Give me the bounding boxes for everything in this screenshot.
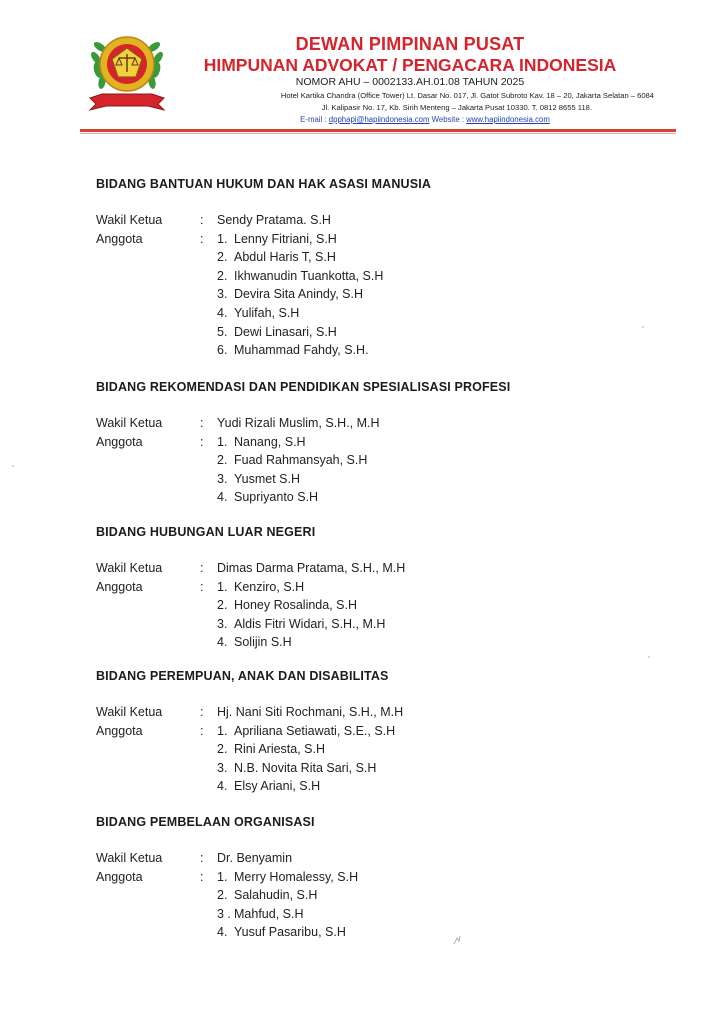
member-row <box>96 923 656 942</box>
member-row <box>96 722 656 741</box>
member-row <box>96 886 656 905</box>
member-row <box>96 230 656 249</box>
vice-chair-row <box>96 559 656 578</box>
members-label: Anggota <box>96 723 143 738</box>
contact-line <box>190 115 660 124</box>
member-name: Fuad Rahmansyah, S.H <box>234 453 368 468</box>
section-title: BIDANG HUBUNGAN LUAR NEGERI <box>96 525 316 539</box>
colon: : <box>200 851 204 865</box>
member-name: Merry Homalessy, S.H <box>234 869 359 884</box>
vice-chair-name: Dimas Darma Pratama, S.H., M.H <box>217 561 406 575</box>
section-title: BIDANG PEREMPUAN, ANAK DAN DISABILITAS <box>96 669 389 683</box>
website-label: Website : <box>431 115 464 124</box>
org-title-line2: HIMPUNAN ADVOKAT / PENGACARA INDONESIA <box>203 55 617 75</box>
member-name: Yusmet S.H <box>234 471 300 486</box>
member-number: 4. <box>217 305 228 320</box>
members-label: Anggota <box>96 579 143 594</box>
member-number: 1. <box>217 579 228 594</box>
vice-chair-row <box>96 849 656 868</box>
colon: : <box>200 869 204 884</box>
address-line2: Jl. Kalipasir No. 17, Kb. Sirih Menteng – Jakarta Pusat 10330. T. 0812 8655 118. <box>321 103 592 112</box>
vice-chair-label: Wakil Ketua <box>96 705 163 719</box>
member-name: Devira Sita Anindy, S.H <box>234 287 363 302</box>
member-name: Mahfud, S.H <box>234 906 304 921</box>
member-row <box>96 433 656 452</box>
member-name: Solijin S.H <box>234 635 292 650</box>
vice-chair-row <box>96 211 656 230</box>
member-name: Nanang, S.H <box>234 434 306 449</box>
scan-speck <box>12 465 14 467</box>
member-name: Elsy Ariani, S.H <box>234 779 321 794</box>
website-link[interactable]: www.hapiindonesia.com <box>466 115 550 124</box>
vice-chair-row <box>96 703 656 722</box>
member-name: Lenny Fitriani, S.H <box>234 231 337 246</box>
member-number: 3. <box>217 471 228 486</box>
colon: : <box>200 723 204 738</box>
member-number: 6. <box>217 343 228 358</box>
member-number: 2. <box>217 742 228 757</box>
member-number: 4. <box>217 779 228 794</box>
members-label: Anggota <box>96 869 143 884</box>
header-divider <box>80 129 676 132</box>
member-row <box>96 759 656 778</box>
colon: : <box>200 231 204 246</box>
scan-speck <box>642 326 644 328</box>
header-divider-thin <box>80 133 676 134</box>
member-number: 4. <box>217 925 228 940</box>
vice-chair-label: Wakil Ketua <box>96 851 163 865</box>
member-number: 1. <box>217 869 228 884</box>
member-name: Honey Rosalinda, S.H <box>234 598 357 613</box>
colon: : <box>200 579 204 594</box>
member-name: Rini Ariesta, S.H <box>234 742 326 757</box>
member-number: 1. <box>217 434 228 449</box>
member-number: 2. <box>217 888 228 903</box>
member-name: Dewi Linasari, S.H <box>234 324 337 339</box>
member-row <box>96 248 656 267</box>
vice-chair-name: Yudi Rizali Muslim, S.H., M.H <box>217 416 380 430</box>
vice-chair-name: Dr. Benyamin <box>217 851 293 865</box>
member-row <box>96 905 656 924</box>
member-row <box>96 578 656 597</box>
vice-chair-row <box>96 414 656 433</box>
members-label: Anggota <box>96 434 143 449</box>
member-row <box>96 633 656 652</box>
section-hubungan-luar-negeri <box>96 523 656 652</box>
member-name: Yusuf Pasaribu, S.H <box>234 925 346 940</box>
section-bantuan-hukum <box>96 175 656 360</box>
member-row <box>96 615 656 634</box>
member-number: 3 . <box>217 906 231 921</box>
member-name: Yulifah, S.H <box>234 305 300 320</box>
address-line1: Hotel Kartika Chandra (Office Tower) Lt. Dasar No. 017, Jl. Gatot Subroto Kav. 18 – 20, Jakarta Selatan – 6084 <box>280 91 654 100</box>
member-name: N.B. Novita Rita Sari, S.H <box>234 760 377 775</box>
member-row <box>96 267 656 286</box>
member-number: 3. <box>217 287 228 302</box>
member-row <box>96 740 656 759</box>
vice-chair-name: Hj. Nani Siti Rochmani, S.H., M.H <box>217 705 404 719</box>
vice-chair-label: Wakil Ketua <box>96 561 163 575</box>
member-row <box>96 304 656 323</box>
member-row <box>96 323 656 342</box>
registration-number: NOMOR AHU – 0002133.AH.01.08 TAHUN 2025 <box>295 76 525 88</box>
member-name: Supriyanto S.H <box>234 490 319 505</box>
email-label: E-mail : <box>300 115 327 124</box>
org-title-line1: DEWAN PIMPINAN PUSAT <box>295 34 525 54</box>
member-row <box>96 470 656 489</box>
hapi-emblem-icon <box>82 24 172 118</box>
colon: : <box>200 213 204 227</box>
member-number: 3. <box>217 760 228 775</box>
section-rekomendasi-pendidikan <box>96 378 656 507</box>
section-title: BIDANG BANTUAN HUKUM DAN HAK ASASI MANUSIA <box>96 177 431 191</box>
member-name: Aldis Fitri Widari, S.H., M.H <box>234 616 386 631</box>
scan-speck <box>648 656 650 658</box>
section-title: BIDANG REKOMENDASI DAN PENDIDIKAN SPESIALISASI PROFESI <box>96 380 511 394</box>
member-name: Apriliana Setiawati, S.E., S.H <box>234 723 396 738</box>
member-number: 4. <box>217 490 228 505</box>
colon: : <box>200 705 204 719</box>
member-number: 1. <box>217 231 228 246</box>
member-number: 3. <box>217 616 228 631</box>
member-row <box>96 451 656 470</box>
member-number: 2. <box>217 453 228 468</box>
colon: : <box>200 416 204 430</box>
member-number: 2. <box>217 268 228 283</box>
member-name: Abdul Haris T, S.H <box>234 250 336 265</box>
member-row <box>96 868 656 887</box>
vice-chair-label: Wakil Ketua <box>96 213 163 227</box>
member-row <box>96 488 656 507</box>
member-row <box>96 285 656 304</box>
member-number: 2. <box>217 250 228 265</box>
member-number: 1. <box>217 723 228 738</box>
member-name: Ikhwanudin Tuankotta, S.H <box>234 268 384 283</box>
colon: : <box>200 561 204 575</box>
section-pembelaan-organisasi <box>96 813 656 942</box>
section-title: BIDANG PEMBELAAN ORGANISASI <box>96 815 315 829</box>
member-number: 2. <box>217 598 228 613</box>
vice-chair-label: Wakil Ketua <box>96 416 163 430</box>
pen-mark-icon <box>452 934 462 946</box>
email-link[interactable]: dpphapi@hapiindonesia.com <box>328 115 430 124</box>
member-number: 5. <box>217 324 228 339</box>
member-name: Salahudin, S.H <box>234 888 318 903</box>
colon: : <box>200 434 204 449</box>
member-row <box>96 777 656 796</box>
vice-chair-name: Sendy Pratama. S.H <box>217 213 331 227</box>
member-row <box>96 596 656 615</box>
member-name: Kenziro, S.H <box>234 579 305 594</box>
member-number: 4. <box>217 635 228 650</box>
member-name: Muhammad Fahdy, S.H. <box>234 343 369 358</box>
member-row <box>96 341 656 360</box>
members-label: Anggota <box>96 231 143 246</box>
section-perempuan-anak-disabilitas <box>96 667 656 796</box>
